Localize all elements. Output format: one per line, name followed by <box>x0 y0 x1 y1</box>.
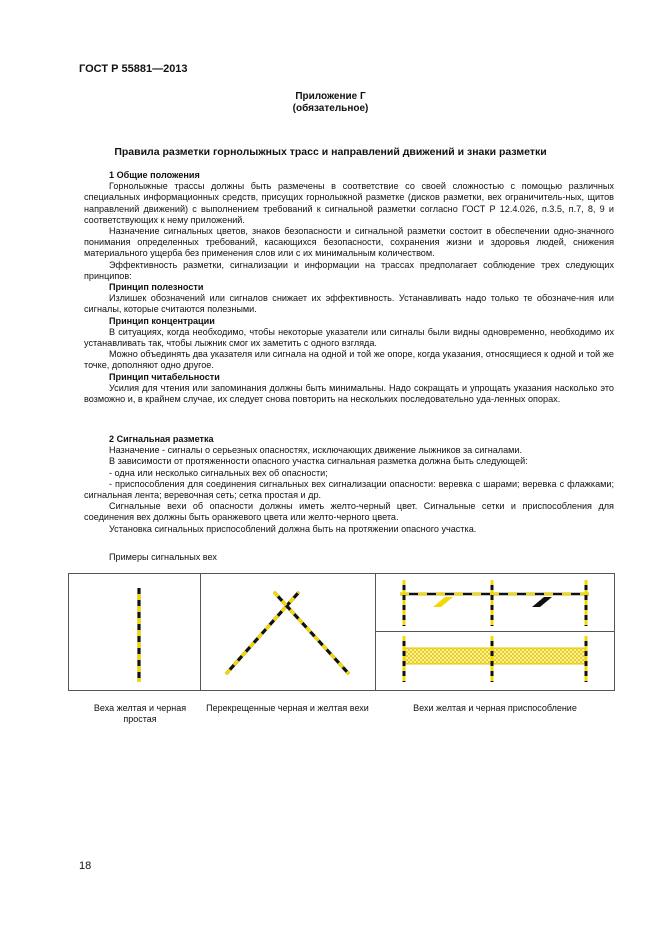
paragraph: Эффективность разметки, сигнализации и информации на трассах предполагает соблюдение трех следующих принципов: <box>84 259 614 281</box>
figure-caption-3: Вехи желтая и черная приспособление <box>413 703 577 713</box>
document-code: ГОСТ Р 55881—2013 <box>79 63 188 75</box>
paragraph: Назначение сигнальных цветов, знаков безопасности и сигнальной разметки состоит в обеспечении одно-значного понимания определенных требований, касающихся безопасности, сохранения жизни и здоровья людей, снижения материального ущерба без применения слов или с их минимальным количеством. <box>84 226 614 259</box>
paragraph: Назначение - сигналы о серьезных опасностях, исключающих движение лыжников за сигналами. <box>109 445 522 456</box>
paragraph: Можно объединять два указателя или сигнала на одной и той же опоре, когда указания, относящиеся к одной и той же точке, дополняют одно другое. <box>84 349 614 371</box>
paragraph: Установка сигнальных приспособлений должна быть на протяжении опасного участка. <box>109 523 477 534</box>
paragraph: - одна или несколько сигнальных вех об опасности; <box>109 467 328 478</box>
paragraph: - приспособления для соединения сигнальных вех сигнализации опасности: веревка с шарами; веревка с флажками; сигнальная лента; веревочная сеть; сетка простая и др. <box>84 478 614 501</box>
section-heading: 1 Общие положения <box>109 170 200 180</box>
paragraph: Горнолыжные трассы должны быть размечены в соответствие со своей сложностью с помощью различных специальных информационных средств, присущих горнолыжной разметке (дисков разметки, вех ограничитель-ных, щитов направлений движений) с выполнением требований к сигнальной разметки согласно ГОСТ Р 12.4.026, п.3.5, п.7, 8, 9 и соответствующих к нему приложений. <box>84 181 614 225</box>
figure-caption-2: Перекрещенные черная и желтая вехи <box>206 703 369 713</box>
page-number: 18 <box>79 860 92 872</box>
section-2 <box>84 434 614 535</box>
paragraph: В зависимости от протяженности опасного участка сигнальная разметка должна быть следующей: <box>109 456 528 467</box>
poles-with-tape <box>400 580 589 626</box>
paragraph: В ситуациях, когда необходимо, чтобы некоторые указатели или сигналы были видны одновременно, необходимо их устанавливать так, чтобы лыжник смог их заметить с одного взгляда. <box>84 326 614 349</box>
paragraph: Усилия для чтения или запоминания должны быть минимальны. Надо сокращать и упрощать указания насколько это возможно и, в крайнем случае, их следует снова повторить на нескольких последовательно уда-ленных опорах. <box>84 382 614 405</box>
paragraph: Сигнальные вехи об опасности должны иметь желто-черный цвет. Сигнальные сетки и приспособления для соединения вех должны быть оранжевого цвета или желто-черного цвета. <box>84 501 614 523</box>
appendix-label: Приложение Г <box>295 91 366 102</box>
examples-label: Примеры сигнальных вех <box>109 552 217 562</box>
principle-heading: Принцип концентрации <box>109 315 215 326</box>
page-title: Правила разметки горнолыжных трасс и направлений движений и знаки разметки <box>114 146 547 158</box>
paragraph: Излишек обозначений или сигналов снижает их эффективность. Устанавливать надо только те обозначе-ния или сигналы, которые считаются полезными. <box>84 293 614 315</box>
signal-poles-figure <box>68 573 615 691</box>
poles-drawing <box>69 574 614 690</box>
principle-heading: Принцип читабельности <box>109 371 220 382</box>
examples-caption <box>84 552 614 563</box>
figure-caption-1: Веха желтая и черная простая <box>93 703 187 724</box>
section-1 <box>84 170 614 405</box>
principle-heading: Принцип полезности <box>109 282 204 293</box>
poles-with-net <box>404 636 586 682</box>
appendix-status: (обязательное) <box>292 103 369 114</box>
section-heading: 2 Сигнальная разметка <box>109 434 214 444</box>
crossed-poles <box>226 592 349 674</box>
